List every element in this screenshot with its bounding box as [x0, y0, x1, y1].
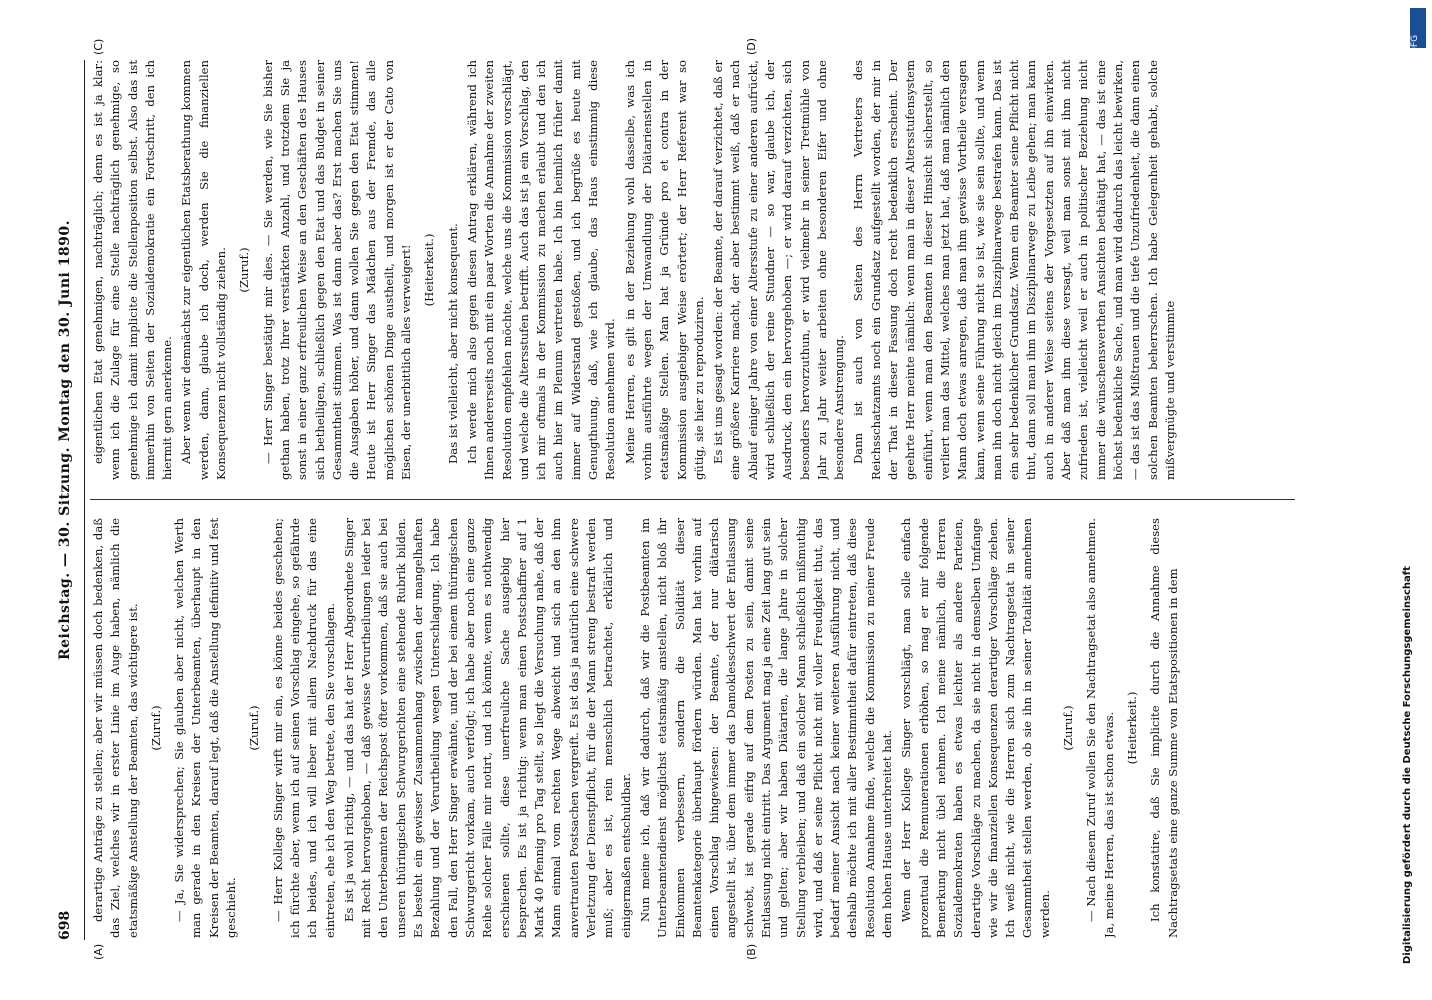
paragraph: Es ist ja wohl richtig, — und das hat der Herr Abgeordnete Singer mit Recht hervorgehoben, — daß gewisse Verurtheilungen leider bei den Unterbeamten der Reichspost öfter vorkommen, daß sie auch bei unseren thüringischen Schwurgerichten eine stehende Rubrik bilden. Es besteht ein gewisser Zusammenhang zwischen der mangelhaften Bezahlung und der Verurtheilung wegen Unterschlagung. Ich habe den Fall, den Herr Singer erwähnte, und der bei einem thüringischen Schwurgericht vorkam, auch verfolgt; ich habe aber noch eine ganze Reihe solcher Fälle mir notirt, und ich könnte, wenn es nothwendig erschienen sollte, diese unerfreuliche Sache ausgiebig hier besprechen. Es ist ja richtig: wenn man einen Postschaffner auf 1 Mark 40 Pfennig pro Tag stellt, so liegt die Versuchung nahe, daß der Mann einmal vom rechten Wege abweicht und sich an den ihm anvertrauten Postsachen vergreift. Es ist das ja natürlich eine schwere Verletzung der Dienstpflicht, für die der Mann streng bestraft werden muß; aber es ist, rein menschlich betrachtet, erklärlich und einigermaßen entschuldbar. [341, 518, 633, 938]
stage-direction: (Zuruf.) [148, 705, 163, 751]
paragraph: — Ja, Sie widersprechen; Sie glauben aber nicht, welchen Werth man gerade in den Kreisen der Unterbeamten, überhaupt in den Kreisen der Beamten, darauf legt, daß die Anstellung definitiv und fest geschieht. [172, 518, 239, 938]
paragraph: derartige Anträge zu stellen; aber wir müssen doch bedenken, daß das Ziel, welches wir in erster Linie im Auge haben, nämlich die etatsmäßige Anstellung der Beamten, das wichtigere ist. [91, 518, 140, 938]
stage-direction: (Zuruf.) [237, 247, 252, 293]
margin-mark-b: (B) [745, 943, 758, 960]
dfg-logo-text: DFG [1410, 34, 1420, 54]
page-header [52, 60, 78, 940]
running-title: Reichstag. — 30. Sitzung. Montag den 30. Juni 1890. [57, 219, 73, 661]
column-divider [90, 499, 1295, 500]
paragraph: Ich werde mich also gegen diesen Antrag erklären, während ich Ihnen andererseits noch mit ein paar Worten die Annahme der zweiten Resolution empfehlen möchte, welche uns die Kommission vorschlägt, und welche die Altersstufen betrifft. Auch das ist ja ein Vorschlag, den ich mir oftmals in der Kommission zu machen erlaubt und den ich auch hier im Plenum vertreten habe. Ich bin heimlich früher damit immer auf Widerstand gestoßen, und ich begrüße es heute mit Genugthuung, daß, wie ich glaube, das Haus einstimmig diese Resolution annehmen wird. [464, 60, 618, 480]
stage-direction: (Zuruf.) [1061, 705, 1076, 751]
paragraph: — Nach diesem Zuruf wollen Sie den Nachtragsetat also annehmen. Ja, meine Herren, das ist schon etwas. [1084, 518, 1116, 938]
stage-direction: (Zuruf.) [247, 705, 262, 751]
paragraph: Es ist uns gesagt worden: der Beamte, der darauf verzichtet, daß er eine größere Karriere macht, der aber bestimmt weiß, daß er nach Ablauf einiger Jahre von einer Altersstufe zu einer anderen aufrückt, wird schließlich der reine Stundner — so war, glaube ich, der Ausdruck, den ein hervorgehoben —; er wird darauf verzichten, sich besonders hervorzuthun, er wird vielmehr in seiner Tretmühle von Jahr zu Jahr weiter arbeiten ohne besonderen Eifer und ohne besondere Anstrengung. [711, 60, 847, 480]
paragraph: Aber wenn wir demnächst zur eigentlichen Etatsberathung kommen werden, dann, glaube ich doch, werden Sie die finanziellen Konsequenzen nicht vollständig ziehen. [179, 60, 229, 480]
margin-mark-c: (C) [92, 38, 105, 55]
paragraph: Ich konstatire, daß Sie implicite durch die Annahme dieses Nachtragsetats eine ganze Summe von Etatspositionen in dem [1148, 518, 1180, 938]
left-column [90, 518, 1295, 938]
paragraph: Nun meine ich, daß wir dadurch, daß wir die Postbeamten im Unterbeamtendienst möglichst etatsmäßig anstellen, nicht bloß ihr Einkommen verbessern, sondern die Solidität dieser Beamtenkategorie überhaupt fördern würden. Man hat vorhin auf einen Vorschlag hingewiesen: der Beamte, der nur diätarisch angestellt ist, über dem immer das Damoklesschwert der Entlassung schwebt, ist gerade eifrig auf dem Posten zu sein, damit seine Entlassung nicht eintritt. Das Argument mag ja eine Zeit lang gut sein und gelten; aber wir haben Diätarien, die lange Jahre in solcher Stellung verbleiben; und daß ein solcher Mann schließlich mißmuthig wird, und daß er seine Pflicht nicht mit voller Freudigkeit thut, das bedarf meiner Ansicht nach keiner weiteren Ausführung nicht, und deshalb möchte ich mit aller Bestimmtheit dafür eintreten, daß diese Resolution Annahme finde, welche die Kommission zu meiner Freude dem hohen Hause unterbreitet hat. [637, 518, 895, 938]
paragraph: Meine Herren, es gilt in der Beziehung wohl dasselbe, was ich vorhin ausführte wegen der Umwandlung der Diätarienstellen in etatsmäßige Stellen. Man hat ja Gründe pro et contra in der Kommission ausgiebiger Weise erörtert; der Herr Referent war so gütig, sie hier zu reproduziren. [622, 60, 706, 480]
paragraph: — Herr Singer bestätigt mir dies. — Sie werden, wie Sie bisher gethan haben, trotz Ihrer verstärkten Anzahl, und trotzdem Sie ja sonst in einer ganz erfreulichen Weise an den Geschäften des Hauses sich betheiligen, schließlich gegen den Etat und das Budget in seiner Gesammtheit stimmen. Was ist dann aber das? Erst machen Sie uns die Ausgaben höher, und dann wollen Sie gegen den Etat stimmen! Heute ist Herr Singer das Mädchen aus der Fremde, das alle möglichen schönen Dinge austheilt, und morgen ist er der Cato von Eisen, der unerbittlich alles verweigert! [260, 60, 414, 480]
margin-mark-d: (D) [745, 37, 758, 55]
digitization-credit: Digitalisierung gefördert durch die Deutsche Forschungsgemeinschaft [1402, 566, 1413, 964]
right-column [90, 60, 1295, 480]
paragraph: Wenn der Herr Kollege Singer vorschlägt, man solle einfach prozentual die Remunerationen erhöhen, so mag er mir folgende Bemerkung nicht übel nehmen. Ich meine nämlich, die Herren Sozialdemokraten haben es etwas leichter als andere Parteien, derartige Vorschläge zu machen, da sie nicht in demselben Umfange wie wir die finanziellen Konsequenzen derartiger Vorschläge ziehen. Ich weiß nicht, wie die Herren sich zum Nachtragsetat in seiner Gesammtheit stellen werden, ob sie ihn in seiner Totalität annehmen werden. [899, 518, 1052, 938]
page-number: 698 [57, 910, 73, 940]
paragraph: Das ist vielleicht, aber nicht konsequent. [445, 223, 460, 464]
paragraph: eigentlichen Etat genehmigen, nachträglich; denn es ist ja klar: wenn ich die Zulage für eine Stelle nachträglich genehmige, so genehmige ich damit implicite die Stellenposition selbst. Also das ist immerhin von Seiten der Sozialdemokratie ein Fortschritt, den ich hiermit gern anerkenne. [91, 60, 175, 480]
header-rule [84, 60, 85, 940]
margin-mark-a: (A) [92, 943, 105, 960]
paragraph: — Herr Kollege Singer wirft mir ein, es könne beides geschehen; ich fürchte aber, wenn ich auf seinen Vorschlag eingehe, so gefährde ich beides, und ich will lieber mit allem Nachdruck für das eine eintreten, ehe ich den Weg betrete, den Sie vorschlagen. [270, 518, 337, 938]
paragraph: Dann ist auch von Seiten des Herrn Vertreters des Reichsschatzamts noch ein Grundsatz aufgestellt worden, der mir in der That in dieser Fassung doch recht bedenklich erscheint. Der geehrte Herr meinte nämlich: wenn man in dieser Altersstufensystem einführt, wenn man den Beamten in dieser Hinsicht sicherstellt, so verliert man das Mittel, welches man jetzt hat, daß man nämlich den Mann doch etwas anregen, daß man ihm gewisse Vortheile versagen kann, wenn seine Führung nicht so ist, wie sie sein sollte, und wenn man ihn doch nicht gleich im Disziplinarwege bestrafen kann. Das ist ein sehr bedenklicher Grundsatz. Wenn ein Beamter seine Pflicht nicht thut, dann soll man ihm im Disziplinarwege zu Leibe gehen; man kann auch in anderer Weise seitens der Vorgesetzten auf ihn einwirken. Aber daß man ihm diese versagt, weil man sonst mit ihm nicht zufrieden ist, vielleicht weil er auch in politischer Beziehung nicht immer die wünschenswerthen Ansichten bethätigt hat, — das ist eine höchst bedenkliche Sache, und man wird dadurch das leicht bewirken, — das ist das Mißtrauen und die tiefe Unzufriedenheit, die dann einen solchen Beamten beherrschen. Ich habe Gelegenheit gehabt, solche mißvergnügte und verstimmte [851, 60, 1177, 480]
stage-direction: (Heiterkeit.) [1124, 691, 1139, 765]
stage-direction: (Heiterkeit.) [422, 233, 437, 307]
dfg-logo [1410, 8, 1426, 54]
